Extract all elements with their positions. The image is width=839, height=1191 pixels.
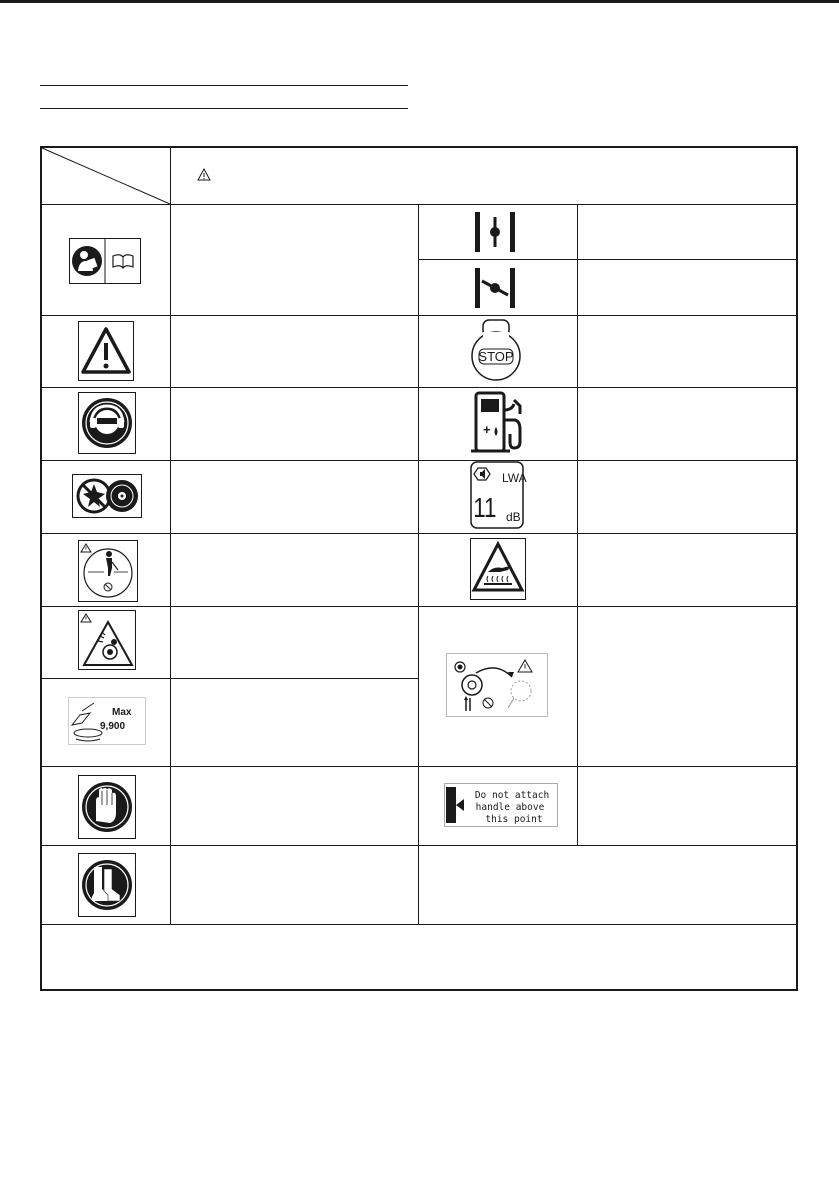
title-underline-1 bbox=[40, 85, 408, 86]
warning-triangle-icon bbox=[197, 168, 211, 181]
handle-label-line2: handle above bbox=[475, 802, 545, 813]
sound-level-value: 11 bbox=[473, 492, 497, 524]
col-line bbox=[577, 204, 578, 845]
eye-ear-protection-symbol bbox=[78, 392, 136, 454]
svg-text:STOP: STOP bbox=[478, 349, 514, 364]
max-label: Max bbox=[112, 707, 132, 718]
wear-gloves-symbol bbox=[78, 775, 136, 839]
general-warning-symbol bbox=[78, 321, 134, 381]
row-line bbox=[42, 533, 796, 534]
read-manual-symbol bbox=[69, 238, 141, 284]
max-speed-symbol bbox=[68, 697, 146, 745]
keep-distance-symbol bbox=[78, 540, 138, 602]
page-top-border bbox=[0, 0, 839, 3]
row-line bbox=[42, 606, 796, 607]
max-speed-value: 9,900 bbox=[100, 721, 126, 732]
sound-power-level-symbol bbox=[470, 461, 527, 529]
header-diagonal bbox=[42, 148, 170, 204]
engine-stop-symbol bbox=[470, 318, 522, 382]
fuel-mixture-symbol bbox=[470, 390, 526, 456]
cutting-head-rotation-symbol bbox=[446, 653, 548, 717]
handle-label-line3: this point bbox=[485, 814, 543, 825]
header-divider bbox=[170, 148, 171, 204]
throttle-off-symbol bbox=[474, 267, 516, 309]
title-underline-2 bbox=[40, 108, 408, 109]
col-line bbox=[170, 204, 171, 924]
db-unit: dB bbox=[506, 510, 521, 524]
row-line bbox=[42, 460, 796, 461]
hot-surface-symbol bbox=[470, 538, 526, 600]
symbols-table bbox=[40, 146, 798, 991]
row-line bbox=[42, 766, 796, 767]
row-line bbox=[42, 845, 796, 846]
row-line bbox=[42, 387, 796, 388]
lwa-label: LWA bbox=[502, 471, 527, 485]
flying-objects-symbol bbox=[78, 610, 136, 670]
wear-boots-symbol bbox=[78, 853, 136, 917]
row-line bbox=[42, 678, 418, 679]
no-metal-blade-symbol bbox=[72, 474, 142, 518]
row-line bbox=[42, 204, 796, 205]
row-line bbox=[418, 259, 796, 260]
row-line bbox=[42, 315, 796, 316]
row-line bbox=[42, 924, 796, 925]
svg-text:+: + bbox=[483, 422, 491, 437]
col-line bbox=[418, 204, 419, 924]
throttle-on-symbol bbox=[474, 211, 516, 253]
handle-position-symbol bbox=[444, 783, 558, 827]
handle-label-line1: Do not attach bbox=[474, 790, 550, 801]
